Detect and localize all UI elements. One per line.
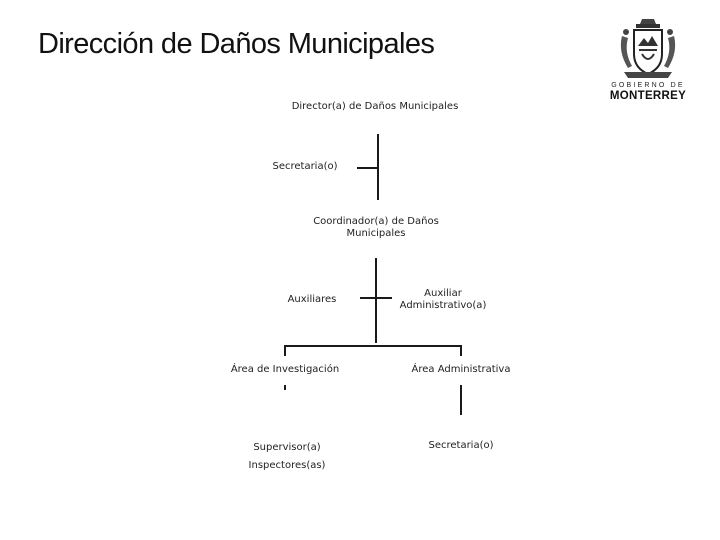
node-inspectores: Inspectores(as) [248,460,326,471]
node-director: Director(a) de Daños Municipales [291,101,459,112]
connector-right-area-drop [460,345,462,356]
connector-horizontal-areas [284,345,462,347]
connector-administrativa-vertical [460,385,462,415]
connector-coordinador-vertical [375,258,377,343]
node-area-administrativa: Área Administrativa [411,364,511,375]
node-aux-admin-line2: Administrativo(a) [399,300,487,311]
page-title: Dirección de Daños Municipales [38,28,435,60]
connector-auxiliares-branch [360,297,392,299]
node-coordinador-line2: Municipales [346,228,406,239]
logo-text-main: MONTERREY [609,90,687,102]
node-auxiliar-administrativo [393,288,493,312]
connector-left-area-drop [284,345,286,356]
node-coordinador [296,216,456,240]
coat-of-arms-icon [608,16,688,80]
connector-investigacion-stub [284,385,286,390]
node-supervisor: Supervisor(a) [253,442,321,453]
node-secretaria-bottom: Secretaria(o) [428,440,494,451]
monterrey-logo [608,16,690,106]
node-aux-admin-line1: Auxiliar [424,288,462,299]
connector-secretaria-branch [357,167,378,169]
node-auxiliares: Auxiliares [287,294,337,305]
logo-text-top: GOBIERNO DE [611,82,685,89]
node-coordinador-line1: Coordinador(a) de Daños [313,216,439,227]
node-secretaria-top: Secretaria(o) [272,161,338,172]
node-area-investigacion: Área de Investigación [230,364,340,375]
